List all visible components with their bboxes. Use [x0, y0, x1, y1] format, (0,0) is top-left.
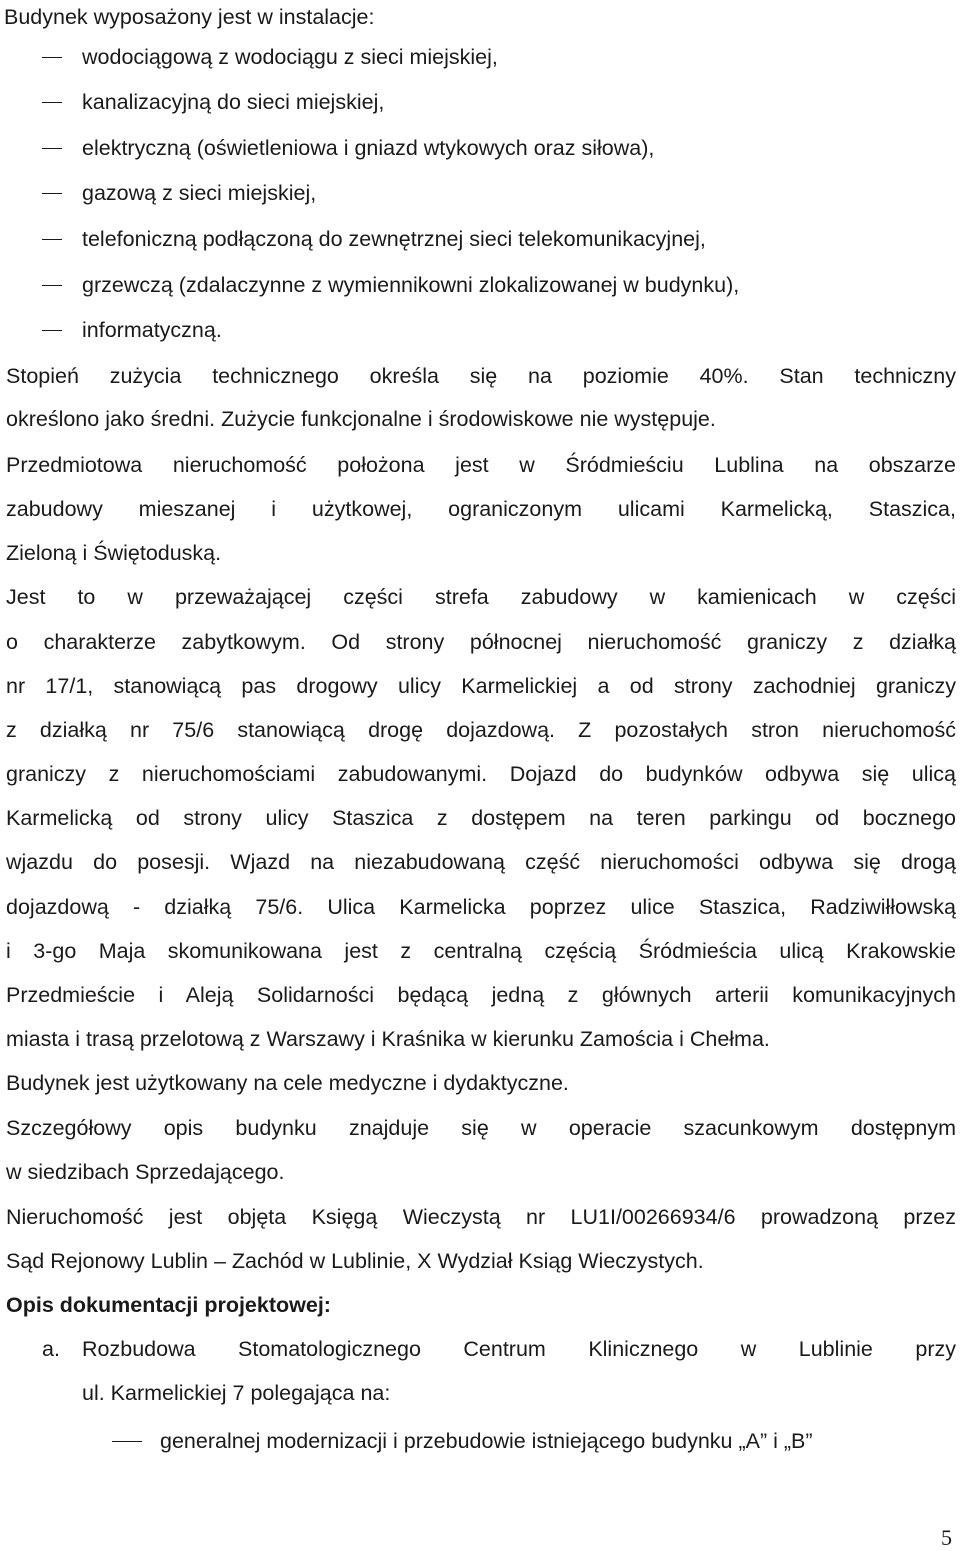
dash-bullet	[42, 102, 62, 103]
installation-item: telefoniczną podłączoną do zewnętrznej sieci telekomunikacyjnej,	[82, 227, 706, 251]
dash-bullet	[42, 239, 62, 240]
location-paragraph-line: Zieloną i Świętoduską.	[6, 541, 222, 565]
location-paragraph-line: zabudowy mieszanej i użytkowej, ograniczonym ulicami Karmelicką, Staszica,	[6, 497, 956, 521]
dash-bullet	[42, 330, 62, 331]
zone-paragraph-line: miasta i trasą przelotową z Warszawy i Kraśnika w kierunku Zamościa i Chełma.	[6, 1027, 770, 1051]
dash-bullet	[42, 285, 62, 286]
land-register-paragraph-line: Nieruchomość jest objęta Księgą Wieczystą nr LU1I/00266934/6 prowadzoną przez	[6, 1205, 956, 1229]
zone-paragraph-line: nr 17/1, stanowiącą pas drogowy ulicy Karmelickiej a od strony zachodniej graniczy	[6, 674, 956, 698]
installation-item: wodociągową z wodociągu z sieci miejskiej,	[82, 45, 498, 69]
zone-paragraph-line: dojazdową - działką 75/6. Ulica Karmelicka poprzez ulice Staszica, Radziwiłłowską	[6, 895, 956, 919]
sub-list-item: generalnej modernizacji i przebudowie istniejącego budynku „A” i „B”	[160, 1429, 813, 1453]
description-paragraph-line: Szczegółowy opis budynku znajduje się w operacie szacunkowym dostępnym	[6, 1116, 956, 1140]
land-register-paragraph-line: Sąd Rejonowy Lublin – Zachód w Lublinie, X Wydział Ksiąg Wieczystych.	[6, 1249, 704, 1273]
installation-item: elektryczną (oświetleniowa i gniazd wtykowych oraz siłowa),	[82, 136, 655, 160]
section-heading: Opis dokumentacji projektowej:	[6, 1293, 331, 1317]
zone-paragraph-line: z działką nr 75/6 stanowiącą drogę dojazdową. Z pozostałych stron nieruchomość	[6, 718, 956, 742]
zone-paragraph-line: wjazdu do posesji. Wjazd na niezabudowaną część nieruchomości odbywa się drogą	[6, 850, 956, 874]
installation-item: kanalizacyjną do sieci miejskiej,	[82, 90, 385, 114]
list-item-line: ul. Karmelickiej 7 polegająca na:	[82, 1381, 391, 1405]
installation-item: informatyczną.	[82, 318, 222, 342]
zone-paragraph-line: Przedmieście i Aleją Solidarności będącą jedną z głównych arterii komunikacyjnych	[6, 983, 956, 1007]
location-paragraph-line: Przedmiotowa nieruchomość położona jest w Śródmieściu Lublina na obszarze	[6, 453, 956, 477]
zone-paragraph-line: o charakterze zabytkowym. Od strony północnej nieruchomość graniczy z działką	[6, 630, 956, 654]
zone-paragraph-line: Jest to w przeważającej części strefa zabudowy w kamienicach w części	[6, 585, 956, 609]
wear-paragraph-line: określono jako średni. Zużycie funkcjonalne i środowiskowe nie występuje.	[6, 407, 716, 431]
dash-bullet	[42, 193, 62, 194]
installation-item: gazową z sieci miejskiej,	[82, 181, 317, 205]
use-paragraph: Budynek jest użytkowany na cele medyczne i dydaktyczne.	[6, 1071, 569, 1095]
wear-paragraph-line: Stopień zużycia technicznego określa się na poziomie 40%. Stan techniczny	[6, 364, 956, 388]
dash-bullet	[42, 148, 62, 149]
zone-paragraph-line: Karmelicką od strony ulicy Staszica z dostępem na teren parkingu od bocznego	[6, 806, 956, 830]
zone-paragraph-line: graniczy z nieruchomościami zabudowanymi. Dojazd do budynków odbywa się ulicą	[6, 762, 956, 786]
zone-paragraph-line: i 3-go Maja skomunikowana jest z centralną częścią Śródmieścia ulicą Krakowskie	[6, 939, 956, 963]
list-marker: a.	[42, 1337, 60, 1361]
dash-bullet	[42, 57, 62, 58]
installation-item: grzewczą (zdalaczynne z wymiennikowni zlokalizowanej w budynku),	[82, 273, 740, 297]
description-paragraph-line: w siedzibach Sprzedającego.	[6, 1160, 285, 1184]
dash-bullet	[112, 1441, 142, 1442]
page-number: 5	[941, 1525, 952, 1550]
installations-intro: Budynek wyposażony jest w instalacje:	[4, 5, 375, 29]
list-item-line: Rozbudowa Stomatologicznego Centrum Klinicznego w Lublinie przy	[82, 1337, 956, 1361]
